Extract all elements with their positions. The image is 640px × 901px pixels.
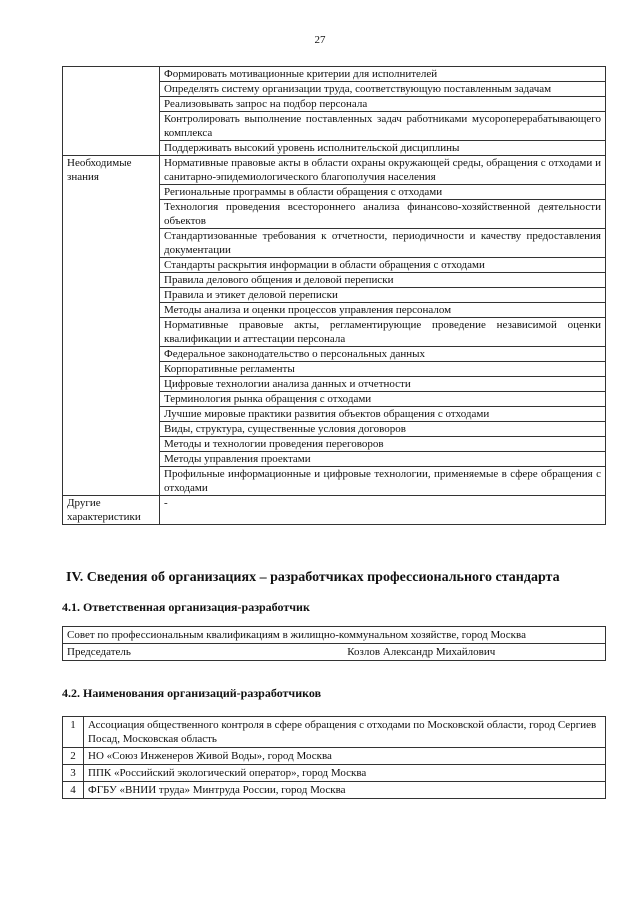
page-number: 27 — [314, 34, 326, 46]
table-row — [63, 748, 606, 765]
developer-name: ППК «Российский экологический оператор», город Москва — [84, 765, 606, 782]
table-cell: Правила делового общения и деловой переписки — [160, 273, 606, 288]
table-cell: Виды, структура, существенные условия договоров — [160, 422, 606, 437]
other-characteristics-value: - — [160, 496, 606, 525]
table-cell: Цифровые технологии анализа данных и отчетности — [160, 377, 606, 392]
table-cell: Терминология рынка обращения с отходами — [160, 392, 606, 407]
table-cell: Корпоративные регламенты — [160, 362, 606, 377]
row-number: 4 — [63, 782, 84, 799]
developers-table — [62, 716, 606, 799]
table-cell: Стандарты раскрытия информации в области обращения с отходами — [160, 258, 606, 273]
table-cell: Методы анализа и оценки процессов управления персоналом — [160, 303, 606, 318]
other-characteristics-label: Другие характеристики — [63, 496, 160, 525]
row-number: 1 — [63, 717, 84, 748]
developer-name: Ассоциация общественного контроля в сфере обращения с отходами по Московской области, город Сергиев Посад, Московская область — [84, 717, 606, 748]
table-row — [63, 782, 606, 799]
table-cell: Методы и технологии проведения переговоров — [160, 437, 606, 452]
row-number: 2 — [63, 748, 84, 765]
knowledge-label: Необходимые знания — [63, 156, 160, 496]
table-cell: Нормативные правовые акты, регламентирующие проведение независимой оценки квалификации и аттестации персонала — [160, 318, 606, 347]
table-cell: Формировать мотивационные критерии для исполнителей — [160, 67, 606, 82]
table-row — [63, 67, 606, 82]
table-cell: Профильные информационные и цифровые технологии, применяемые в сфере обращения с отходами — [160, 467, 606, 496]
chair-name: Козлов Александр Михайлович — [157, 644, 605, 661]
table-cell: Нормативные правовые акты в области охраны окружающей среды, обращения с отходами и санитарно-эпидемиологического благополучия населения — [160, 156, 606, 185]
row-number: 3 — [63, 765, 84, 782]
table-row — [63, 496, 606, 525]
table-cell: Правила и этикет деловой переписки — [160, 288, 606, 303]
table-cell: Стандартизованные требования к отчетности, периодичности и качеству предоставления документации — [160, 229, 606, 258]
chair-label: Председатель — [63, 644, 158, 661]
table-row — [63, 627, 606, 644]
skills-knowledge-table — [62, 66, 606, 525]
table-cell: Реализовывать запрос на подбор персонала — [160, 97, 606, 112]
empty-label-cell — [63, 67, 160, 156]
table-row — [63, 765, 606, 782]
developer-name: НО «Союз Инженеров Живой Воды», город Москва — [84, 748, 606, 765]
table-cell: Региональные программы в области обращения с отходами — [160, 185, 606, 200]
table-cell: Федеральное законодательство о персональных данных — [160, 347, 606, 362]
subsection-title-responsible: 4.1. Ответственная организация-разработчик — [62, 600, 310, 614]
responsible-org-name: Совет по профессиональным квалификациям в жилищно-коммунальном хозяйстве, город Москва — [63, 627, 606, 644]
table-row — [63, 717, 606, 748]
responsible-org-table — [62, 626, 606, 661]
table-cell: Методы управления проектами — [160, 452, 606, 467]
subsection-title-developers: 4.2. Наименования организаций-разработчиков — [62, 686, 322, 700]
table-row — [63, 644, 606, 661]
section-title: IV. Сведения об организациях – разработчиках профессионального стандарта — [66, 570, 560, 585]
developer-name: ФГБУ «ВНИИ труда» Минтруда России, город Москва — [84, 782, 606, 799]
table-row — [63, 156, 606, 185]
table-cell: Технология проведения всестороннего анализа финансово-хозяйственной деятельности объектов — [160, 200, 606, 229]
table-cell: Контролировать выполнение поставленных задач работниками мусороперерабатывающего комплекса — [160, 112, 606, 141]
table-cell: Определять систему организации труда, соответствующую поставленным задачам — [160, 82, 606, 97]
table-cell: Поддерживать высокий уровень исполнительской дисциплины — [160, 141, 606, 156]
table-cell: Лучшие мировые практики развития объектов обращения с отходами — [160, 407, 606, 422]
